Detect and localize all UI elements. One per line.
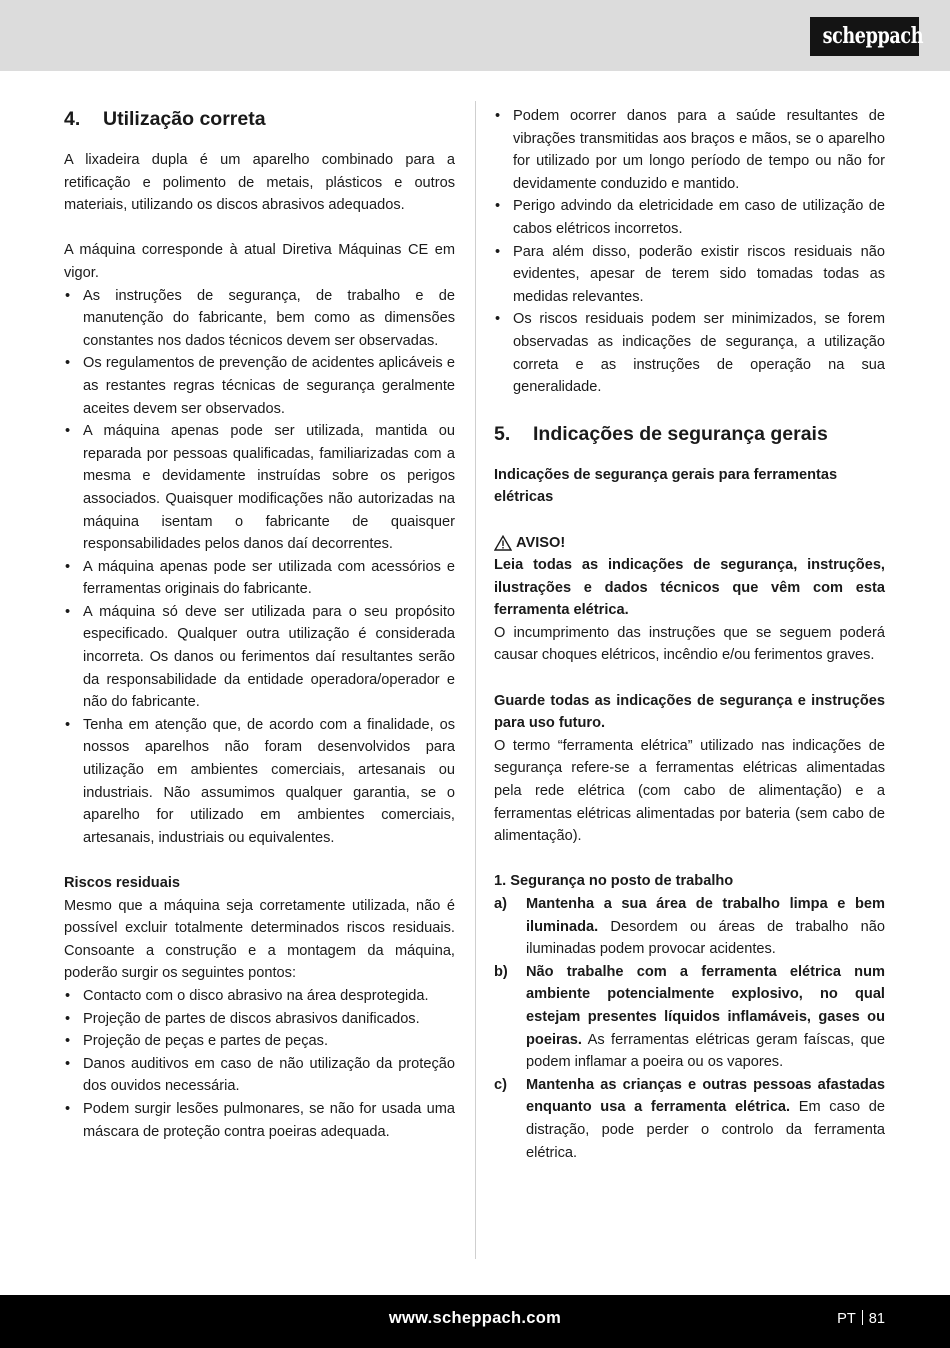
- list-item: • Os riscos residuais podem ser minimizados, se forem observadas as indicações de segurança, a utilização correta e as instruções de operação na sua generalidade.: [494, 308, 885, 398]
- footer-website-url: www.scheppach.com: [388, 1309, 562, 1327]
- intro-paragraph-2: A máquina corresponde à atual Diretiva Máquinas CE em vigor.: [64, 242, 455, 281]
- workplace-safety-heading: 1. Segurança no posto de trabalho: [494, 873, 734, 890]
- workplace-safety-list: [494, 893, 885, 1164]
- left-column: [64, 105, 455, 1143]
- residual-risks-heading: Riscos residuais: [64, 875, 180, 891]
- usage-bullet-list: [64, 285, 455, 850]
- residual-risks-intro: Mesmo que a máquina seja corretamente utilizada, não é possível excluir totalmente determinados riscos residuais. Consoante a construção e a montagem da máquina, poderão surgir os seguintes pontos:: [64, 897, 455, 982]
- residual-risks-list-continued: [494, 105, 885, 399]
- list-item: • Projeção de partes de discos abrasivos danificados.: [64, 1008, 455, 1031]
- list-item: • Para além disso, poderão existir riscos residuais não evidentes, apesar de terem sido tomadas todas as medidas relevantes.: [494, 241, 885, 309]
- residual-risks-list: [64, 985, 455, 1143]
- list-item: • Danos auditivos em caso de não utilização da proteção dos ouvidos necessária.: [64, 1053, 455, 1098]
- general-safety-subheading: Indicações de segurança gerais para ferramentas elétricas: [494, 466, 838, 506]
- warning-label: AVISO!: [494, 532, 885, 555]
- keep-instructions-text: O termo “ferramenta elétrica” utilizado nas indicações de segurança refere-se a ferramentas elétricas alimentadas pela rede elétrica (com cabo de alimentação) e a ferramentas elétricas alimentadas por bateria (sem cabo de alimentação).: [494, 737, 885, 845]
- list-item: • Podem surgir lesões pulmonares, se não for usada uma máscara de proteção contra poeiras adequada.: [64, 1098, 455, 1143]
- list-item: b) Não trabalhe com a ferramenta elétrica num ambiente potencialmente explosivo, no qual estejam presentes líquidos inflamáveis, gases ou poeiras. As ferramentas elétricas geram faíscas, que podem inflamar a poeira ou os vapores.: [494, 963, 885, 1071]
- list-item: • Tenha em atenção que, de acordo com a finalidade, os nossos aparelhos não foram desenvolvidos para utilização em ambientes comerciais, artesanais ou industriais. Não assumimos qualquer garantia, se o aparelho for utilizado em ambientes comerciais, artesanais, industriais ou equivalentes.: [64, 714, 455, 850]
- list-item: c) Mantenha as crianças e outras pessoas afastadas enquanto usa a ferramenta elétrica. Em caso de distração, pode perder o controlo da ferramenta elétrica.: [494, 1076, 885, 1161]
- header-band: [0, 0, 950, 71]
- warning-triangle-icon: [494, 535, 512, 551]
- list-item: • Perigo advindo da eletricidade em caso de utilização de cabos elétricos incorretos.: [494, 195, 885, 240]
- section-4-heading: 4. Utilização correta: [64, 108, 266, 130]
- list-item: • A máquina apenas pode ser utilizada, mantida ou reparada por pessoas qualificadas, familiarizadas com a mesma e devidamente instruídas sobre os perigos associados. Quaisquer modificações não autorizadas na máquina isentam o fabricante de quaisquer responsabilidades pelos danos daí decorrentes.: [64, 420, 455, 556]
- list-item: • A máquina apenas pode ser utilizada com acessórios e ferramentas originais do fabricante.: [64, 556, 455, 601]
- intro-paragraph-1: A lixadeira dupla é um aparelho combinado para a retificação e polimento de metais, plásticos e outros materiais, utilizando os discos abrasivos adequados.: [64, 152, 455, 214]
- warning-text: O incumprimento das instruções que se seguem poderá causar choques elétricos, incêndio e/ou ferimentos graves.: [494, 624, 885, 664]
- warning-bold-text: Leia todas as indicações de segurança, instruções, ilustrações e dados técnicos que vêm com esta ferramenta elétrica.: [494, 557, 885, 619]
- list-item: a) Mantenha a sua área de trabalho limpa e bem iluminada. Desordem ou áreas de trabalho não iluminadas podem provocar acidentes.: [494, 896, 885, 958]
- section-5-heading: 5. Indicações de segurança gerais: [494, 422, 828, 445]
- list-item: • Contacto com o disco abrasivo na área desprotegida.: [64, 985, 455, 1008]
- list-item: • As instruções de segurança, de trabalho e de manutenção do fabricante, bem como as dimensões constantes nos dados técnicos devem ser observadas.: [64, 285, 455, 353]
- list-item: • A máquina só deve ser utilizada para o seu propósito especificado. Qualquer outra utilização é considerada incorreta. Os danos ou ferimentos daí resultantes serão da responsabilidade da entidade operadora/operador e não do fabricante.: [64, 601, 455, 714]
- scheppach-logo: scheppach: [810, 17, 919, 56]
- list-item: • Os regulamentos de prevenção de acidentes aplicáveis e as restantes regras técnicas de segurança geralmente aceites devem ser observados.: [64, 352, 455, 420]
- list-item: • Projeção de peças e partes de peças.: [64, 1030, 455, 1053]
- column-divider: [475, 101, 476, 1259]
- keep-instructions-bold: Guarde todas as indicações de segurança e instruções para uso futuro.: [494, 692, 885, 732]
- list-item: • Podem ocorrer danos para a saúde resultantes de vibrações transmitidas aos braços e mãos, se o aparelho for utilizado por um longo período de tempo ou não for devidamente conduzido e mantido.: [494, 105, 885, 195]
- footer: [0, 1295, 950, 1348]
- right-column: [494, 105, 885, 1164]
- page-number: PT 81: [837, 1311, 885, 1327]
